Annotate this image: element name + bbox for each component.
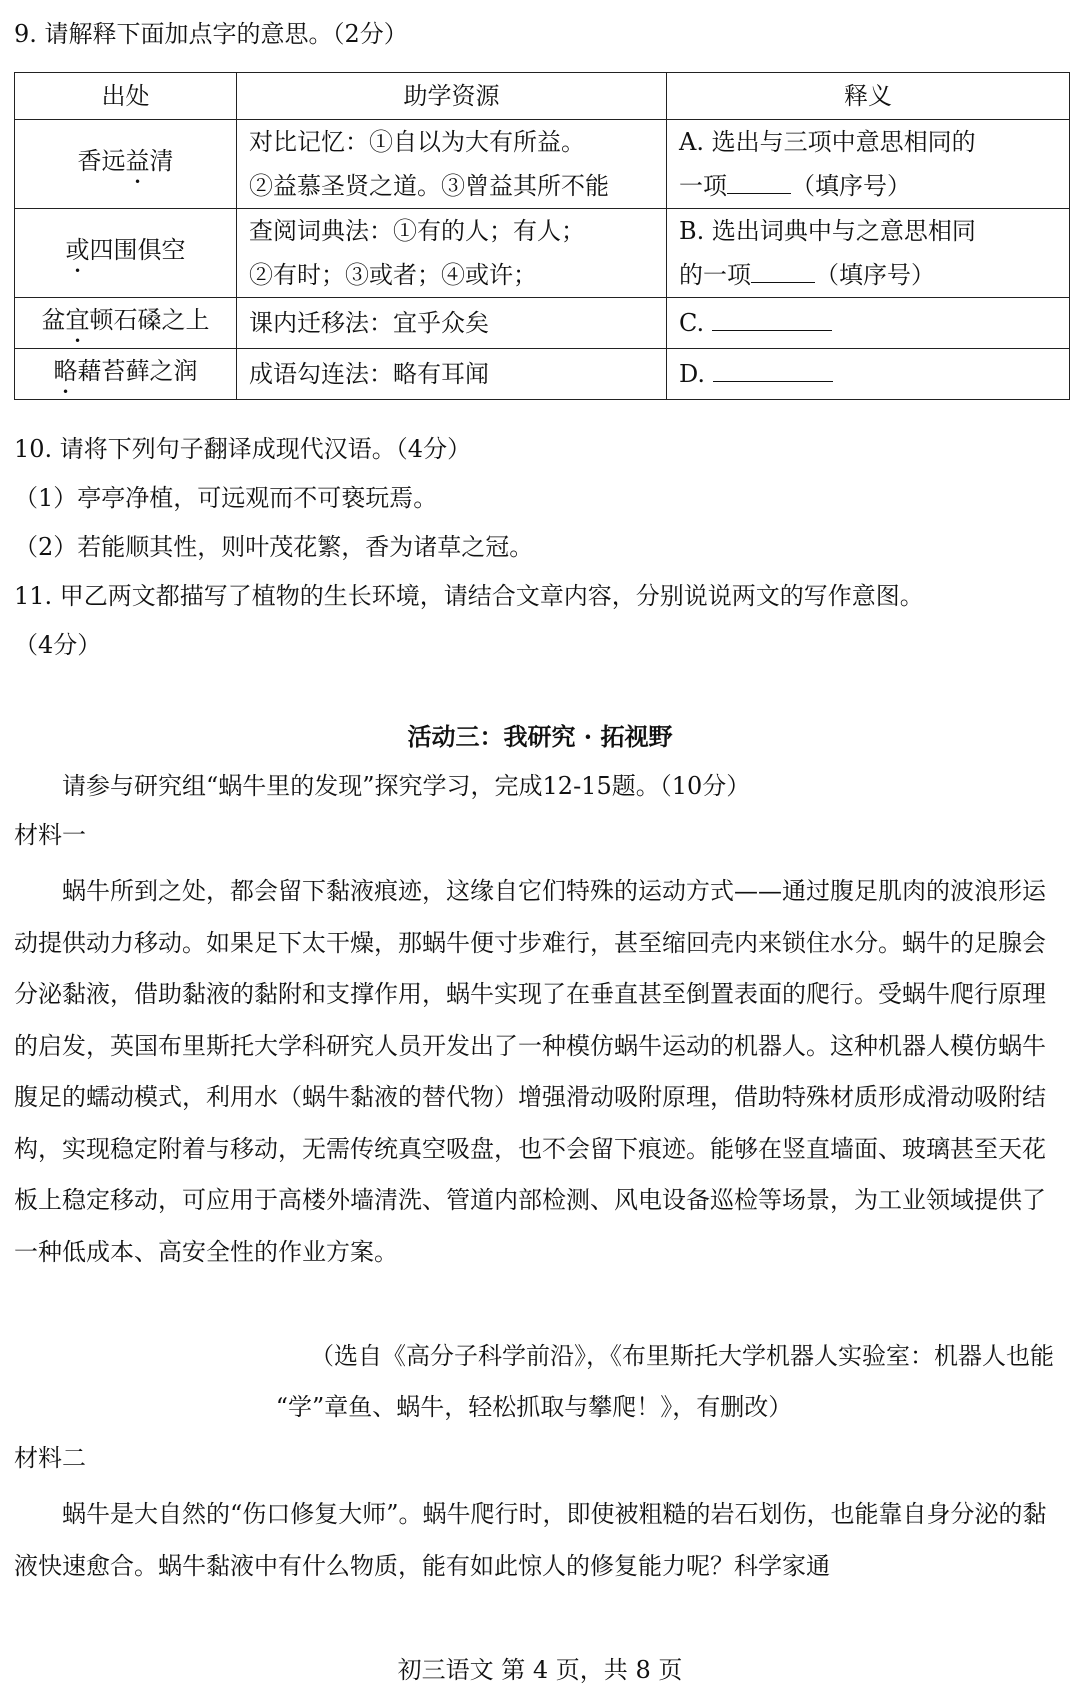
table-row: [15, 349, 1070, 400]
table-row: [15, 120, 1070, 209]
activity-intro: 请参与研究组“蜗牛里的发现”探究学习，完成12-15题。（10分）: [62, 772, 751, 800]
material2-label: 材料二: [14, 1444, 86, 1472]
answer-blank-a[interactable]: [727, 167, 791, 194]
material1-label: 材料一: [14, 821, 86, 849]
row4-meaning: D.: [667, 349, 1070, 400]
row3-meaning: C.: [667, 298, 1070, 349]
q11-question: 11. 甲乙两文都描写了植物的生长环境，请结合文章内容，分别说说两文的写作意图。: [14, 582, 924, 610]
activity-heading: 活动三：我研究 · 拓视野: [407, 722, 673, 751]
header-source: 出处: [15, 73, 237, 120]
q9-title: 9. 请解释下面加点字的意思。（2分）: [14, 20, 408, 48]
answer-blank-c[interactable]: [712, 304, 832, 331]
page-footer: 初三语文 第 4 页，共 8 页: [397, 1656, 683, 1684]
answer-blank-b[interactable]: [751, 256, 815, 283]
header-resource: 助学资源: [237, 73, 667, 120]
q10-sentence-1: （1）亭亭净植，可远观而不可亵玩焉。: [14, 484, 438, 512]
row1-meaning: A. 选出与三项中意思相同的 一项 （填序号）: [667, 120, 1070, 209]
header-meaning: 释义: [667, 73, 1070, 120]
table-row: [15, 298, 1070, 349]
row2-resource: 查阅词典法：①有的人；有人； ②有时；③或者；④或许；: [237, 209, 667, 298]
table-header-row: [15, 73, 1070, 120]
q9-table: [14, 72, 1070, 400]
table-row: [15, 209, 1070, 298]
row1-source: 香远益清: [15, 120, 237, 209]
row3-source: 盆宜顿石磉之上: [15, 298, 237, 349]
row4-resource: 成语勾连法：略有耳闻: [237, 349, 667, 400]
answer-blank-d[interactable]: [713, 355, 833, 382]
material1-source: （选自《高分子科学前沿》，《布里斯托大学机器人实验室：机器人也能 “学”章鱼、蜗牛，轻松抓取与攀爬！》，有删改）: [275, 1342, 1054, 1421]
row3-resource: 课内迁移法：宜乎众矣: [237, 298, 667, 349]
row1-resource: 对比记忆：①自以为大有所益。 ②益慕圣贤之道。③曾益其所不能: [237, 120, 667, 209]
material1-text: 蜗牛所到之处，都会留下黏液痕迹，这缘自它们特殊的运动方式——通过腹足肌肉的波浪形运动提供动力移动。如果足下太干燥，那蜗牛便寸步难行，甚至缩回壳内来锁住水分。蜗牛的足腺会分泌黏液，借助黏液的黏附和支撑作用，蜗牛实现了在垂直甚至倒置表面的爬行。受蜗牛爬行原理的启发，英国布里斯托大学科研究人员开发出了一种模仿蜗牛运动的机器人。这种机器人模仿蜗牛腹足的蠕动模式，利用水（蜗牛黏液的替代物）增强滑动吸附原理，借助特殊材质形成滑动吸附结构，实现稳定附着与移动，无需传统真空吸盘，也不会留下痕迹。能够在竖直墙面、玻璃甚至天花板上稳定移动，可应用于高楼外墙清洗、管道内部检测、风电设备巡检等场景，为工业领域提供了一种低成本、高安全性的作业方案。: [14, 877, 1046, 1266]
material2-text: 蜗牛是大自然的“伤口修复大师”。蜗牛爬行时，即使被粗糙的岩石划伤，也能靠自身分泌的黏液快速愈合。蜗牛黏液中有什么物质，能有如此惊人的修复能力呢？科学家通: [14, 1500, 1047, 1580]
q10-title: 10. 请将下列句子翻译成现代汉语。（4分）: [14, 435, 472, 463]
q10-sentence-2: （2）若能顺其性，则叶茂花繁，香为诸草之冠。: [14, 533, 534, 561]
row2-source: 或四围俱空: [15, 209, 237, 298]
row4-source: 略藉苔藓之润: [15, 349, 237, 400]
q11-points: （4分）: [14, 631, 102, 659]
row2-meaning: B. 选出词典中与之意思相同 的一项 （填序号）: [667, 209, 1070, 298]
